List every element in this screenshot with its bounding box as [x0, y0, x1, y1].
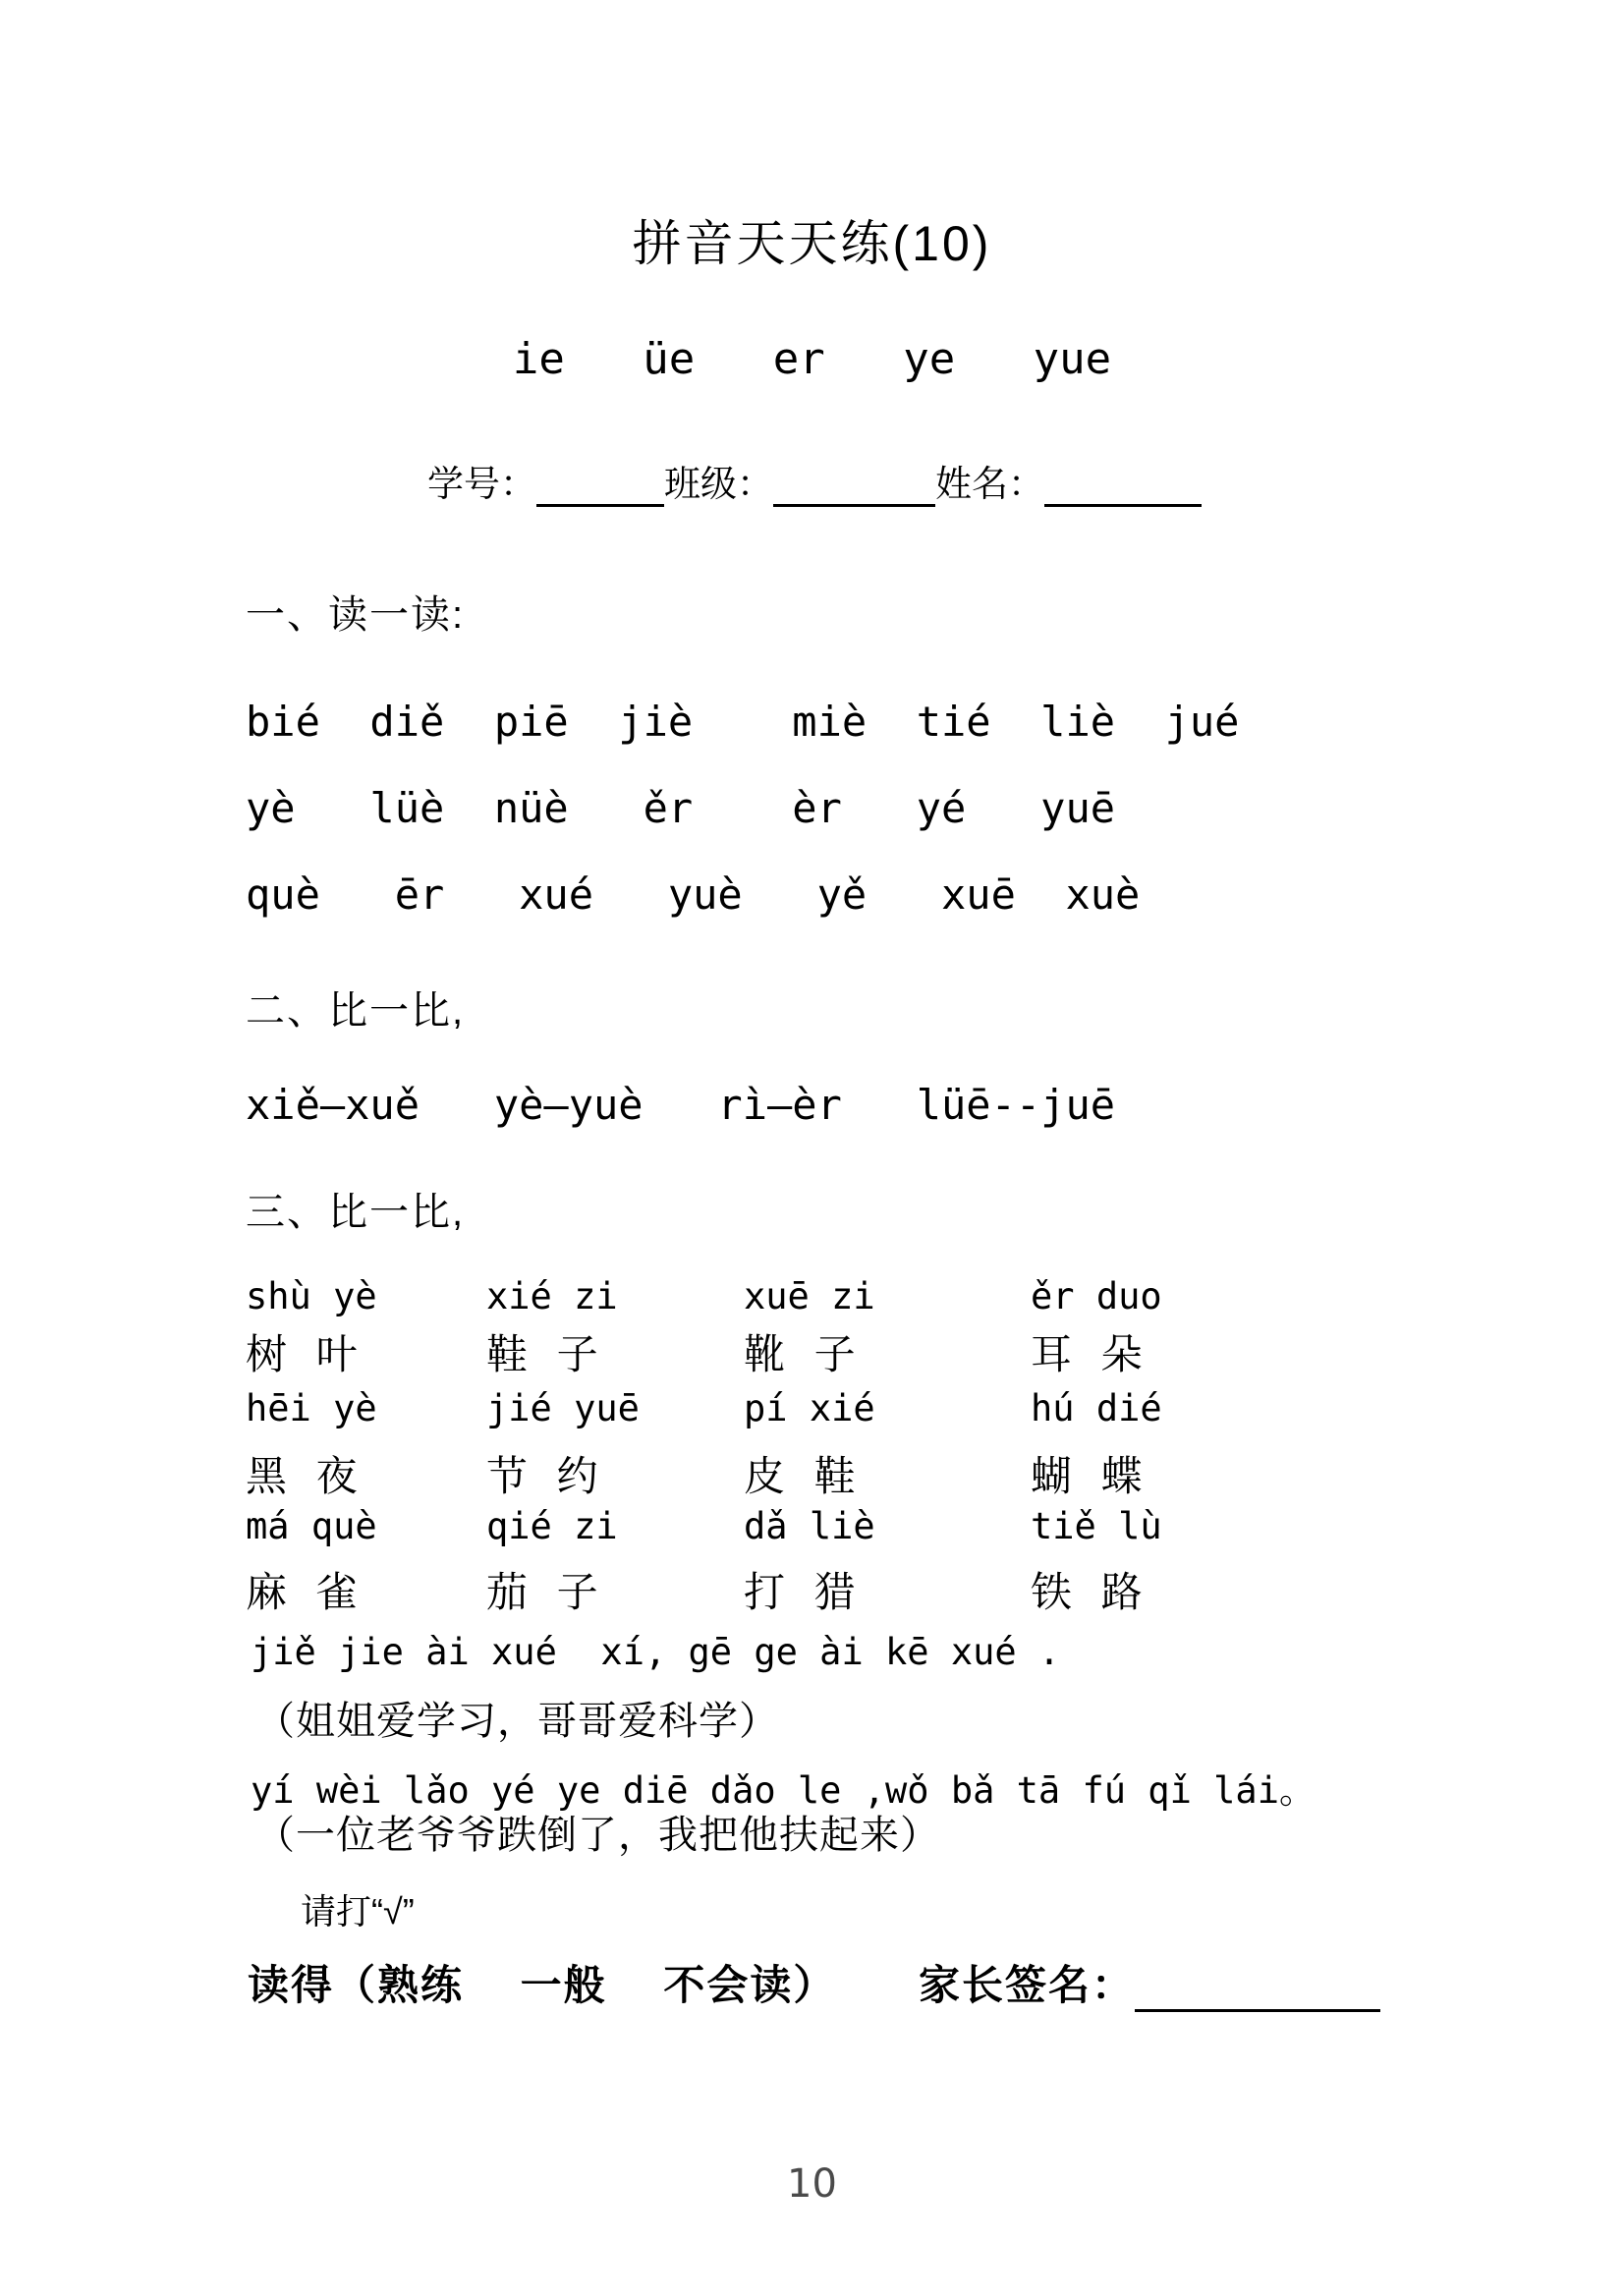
- word-pinyin: hēi yè: [246, 1387, 377, 1429]
- rating-options: 读得（熟练 一般 不会读）: [248, 1962, 837, 2008]
- read-row-3: què ēr xué yuè yě xuē xuè: [246, 870, 1141, 919]
- section-3-heading: 三、比一比,: [246, 1191, 466, 1234]
- word-pinyin: qié zi: [486, 1505, 618, 1547]
- sentence-1-hanzi: （姐姐爱学习，哥哥爱科学）: [255, 1700, 779, 1743]
- word-pinyin: ěr duo: [1031, 1275, 1162, 1317]
- word-pinyin: tiě lù: [1031, 1505, 1162, 1547]
- signature-label: 家长签名：: [919, 1962, 1136, 2008]
- word-hanzi: 蝴 蝶: [1031, 1453, 1151, 1499]
- page-title: 拼音天天练(10): [632, 216, 992, 271]
- read-row-2: yè lüè nüè ěr èr yé yuē: [246, 784, 1116, 832]
- student-no-blank: [536, 463, 664, 507]
- class-blank: [773, 463, 935, 507]
- read-row-1: bié diě piē jiè miè tié liè jué: [246, 698, 1240, 746]
- word-pinyin: má què: [246, 1505, 377, 1547]
- word-hanzi: 皮 鞋: [744, 1453, 865, 1499]
- section-2-heading: 二、比一比,: [246, 989, 466, 1033]
- sentence-1-pinyin: jiě jie ài xué xí, gē ge ài kē xué .: [251, 1631, 1061, 1673]
- word-hanzi: 靴 子: [744, 1331, 865, 1377]
- word-pinyin: xié zi: [486, 1275, 618, 1317]
- compare-row: xiě—xuě yè—yuè rì—èr lüē--juē: [246, 1081, 1116, 1129]
- student-no-label: 学号：: [427, 464, 536, 504]
- tick-instruction: 请打“√”: [301, 1891, 415, 1932]
- word-table: [246, 1275, 1385, 1621]
- word-pinyin: jié yuē: [486, 1387, 640, 1429]
- word-hanzi: 铁 路: [1031, 1569, 1151, 1615]
- signature-row: [919, 1953, 1380, 2012]
- word-pinyin: shù yè: [246, 1275, 377, 1317]
- word-hanzi: 耳 朵: [1031, 1331, 1151, 1377]
- word-hanzi: 茄 子: [486, 1569, 607, 1615]
- word-hanzi: 麻 雀: [246, 1569, 366, 1615]
- word-hanzi: 树 叶: [246, 1331, 366, 1377]
- student-info-row: [427, 454, 1202, 507]
- signature-blank: [1135, 1962, 1380, 2012]
- word-hanzi: 打 猎: [744, 1569, 865, 1615]
- word-hanzi: 鞋 子: [486, 1331, 607, 1377]
- word-hanzi: 节 约: [486, 1453, 607, 1499]
- page-number: 10: [787, 2161, 837, 2207]
- word-hanzi: 黑 夜: [246, 1453, 366, 1499]
- sentence-2-hanzi: （一位老爷爷跌倒了，我把他扶起来）: [255, 1814, 940, 1857]
- section-1-heading: 一、读一读:: [246, 593, 466, 637]
- word-pinyin: hú dié: [1031, 1387, 1162, 1429]
- word-pinyin: xuē zi: [744, 1275, 875, 1317]
- name-label: 姓名：: [935, 464, 1044, 504]
- sentence-2-pinyin: yí wèi lǎo yé ye diē dǎo le ,wǒ bǎ tā fú qǐ lái。: [251, 1769, 1316, 1812]
- class-label: 班级：: [664, 464, 773, 504]
- word-pinyin: pí xié: [744, 1387, 875, 1429]
- word-pinyin: dǎ liè: [744, 1505, 875, 1547]
- lesson-syllables: ie üe er ye yue: [512, 334, 1112, 384]
- name-blank: [1044, 463, 1202, 507]
